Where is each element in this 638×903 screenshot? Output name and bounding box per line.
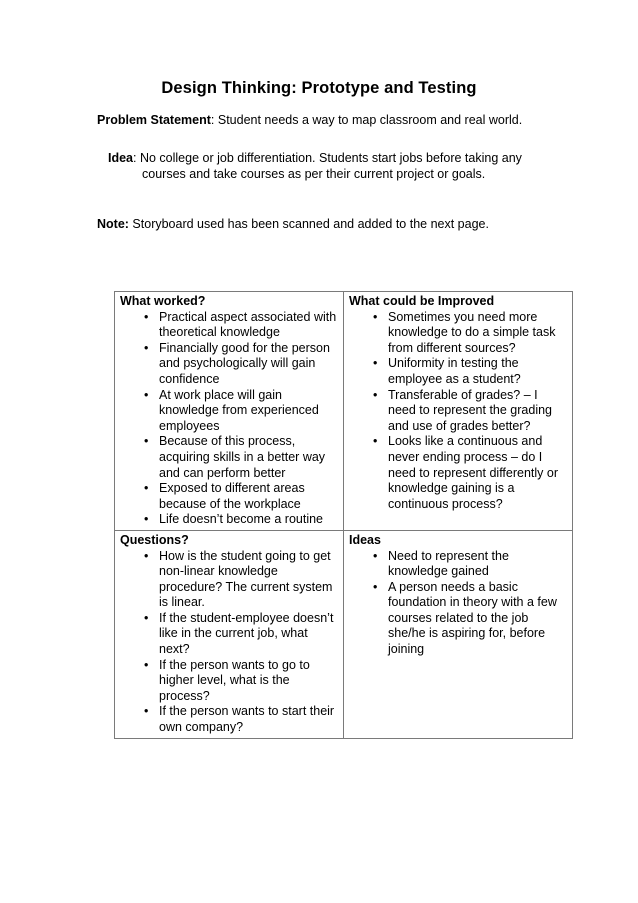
- list-item: [349, 549, 566, 580]
- bullet-icon: •: [144, 481, 149, 496]
- idea-label: Idea: [108, 151, 134, 165]
- list-item: [120, 611, 337, 658]
- list-item: [349, 580, 566, 658]
- list-item-text: Sometimes you need more knowledge to do a simple task from different sources?: [388, 309, 556, 355]
- note-text: Storyboard used has been scanned and added to the next page.: [128, 217, 489, 231]
- worked-cell: [115, 292, 344, 531]
- bullet-icon: •: [144, 548, 149, 563]
- list-item: [120, 481, 337, 512]
- list-item: [120, 658, 337, 705]
- bullet-icon: •: [373, 579, 378, 594]
- list-item: [120, 434, 337, 481]
- bullet-icon: •: [373, 309, 378, 324]
- list-item-text: Transferable of grades? – I need to represent the grading and use of grades better?: [388, 387, 553, 433]
- list-item-text: A person needs a basic foundation in theory with a few courses related to the job she/he is aspiring for, before joining: [388, 579, 557, 657]
- problem-statement: [97, 112, 567, 128]
- page-title: Design Thinking: Prototype and Testing: [161, 79, 477, 97]
- list-item-text: Exposed to different areas because of the workplace: [159, 481, 305, 511]
- note-paragraph: [97, 216, 567, 232]
- questions-cell: [115, 530, 344, 738]
- bullet-icon: •: [373, 387, 378, 402]
- bullet-icon: •: [144, 387, 149, 402]
- questions-list: [120, 549, 337, 736]
- grid-row-top: [115, 292, 573, 531]
- list-item: [120, 341, 337, 388]
- list-item-text: If the person wants to go to higher level, what is the process?: [159, 657, 310, 703]
- improved-list: [349, 310, 566, 513]
- bullet-icon: •: [144, 309, 149, 324]
- bullet-icon: •: [144, 512, 149, 527]
- problem-statement-text: : Student needs a way to map classroom and real world.: [210, 113, 523, 127]
- bullet-icon: •: [144, 704, 149, 719]
- list-item: [349, 388, 566, 435]
- list-item: [120, 704, 337, 735]
- list-item-text: Practical aspect associated with theoretical knowledge: [159, 309, 337, 340]
- list-item-text: Need to represent the knowledge gained: [388, 548, 509, 579]
- improved-heading: What could be Improved: [349, 294, 495, 308]
- idea-text-line1: : No college or job differentiation. Students start jobs before taking any: [133, 151, 522, 165]
- list-item: [120, 310, 337, 341]
- list-item-text: At work place will gain knowledge from experienced employees: [159, 387, 319, 433]
- list-item-text: Uniformity in testing the employee as a student?: [388, 356, 521, 386]
- list-item-text: If the person wants to start their own company?: [159, 704, 335, 735]
- list-item-text: If the student-employee doesn’t like in the current job, what next?: [159, 610, 334, 657]
- questions-heading: Questions?: [120, 532, 189, 547]
- list-item-text: How is the student going to get non-linear knowledge procedure? The current system is linear.: [159, 548, 333, 610]
- list-item: [120, 388, 337, 435]
- idea-text-line2: courses and take courses as per their current project or goals.: [142, 167, 486, 181]
- list-item: [120, 512, 337, 528]
- worked-list: [120, 310, 337, 528]
- list-item-text: Because of this process, acquiring skills in a better way and can perform better: [159, 434, 326, 480]
- list-item-text: Life doesn’t become a routine: [159, 512, 323, 527]
- list-item: [349, 310, 566, 357]
- list-item-text: Financially good for the person and psychologically will gain confidence: [159, 340, 330, 386]
- improved-cell: [344, 292, 573, 531]
- ideas-cell: [344, 530, 573, 738]
- note-label: Note:: [97, 217, 129, 231]
- bullet-icon: •: [144, 434, 149, 449]
- bullet-icon: •: [373, 548, 378, 563]
- list-item: [349, 356, 566, 387]
- list-item-text: Looks like a continuous and never ending process – do I need to represent differently or knowledge gaining is a continuous process?: [388, 434, 559, 511]
- ideas-heading: Ideas: [349, 532, 381, 547]
- idea-first-line: [108, 150, 548, 166]
- bullet-icon: •: [373, 434, 378, 449]
- idea-paragraph: [108, 150, 548, 182]
- bullet-icon: •: [144, 657, 149, 672]
- problem-statement-label: Problem Statement: [97, 113, 211, 127]
- list-item: [349, 434, 566, 512]
- worked-heading: What worked?: [120, 294, 206, 308]
- bullet-icon: •: [144, 340, 149, 355]
- feedback-capture-grid: [114, 291, 573, 739]
- ideas-list: [349, 549, 566, 658]
- bullet-icon: •: [373, 356, 378, 371]
- list-item: [120, 549, 337, 611]
- bullet-icon: •: [144, 610, 149, 625]
- grid-row-bottom: [115, 530, 573, 738]
